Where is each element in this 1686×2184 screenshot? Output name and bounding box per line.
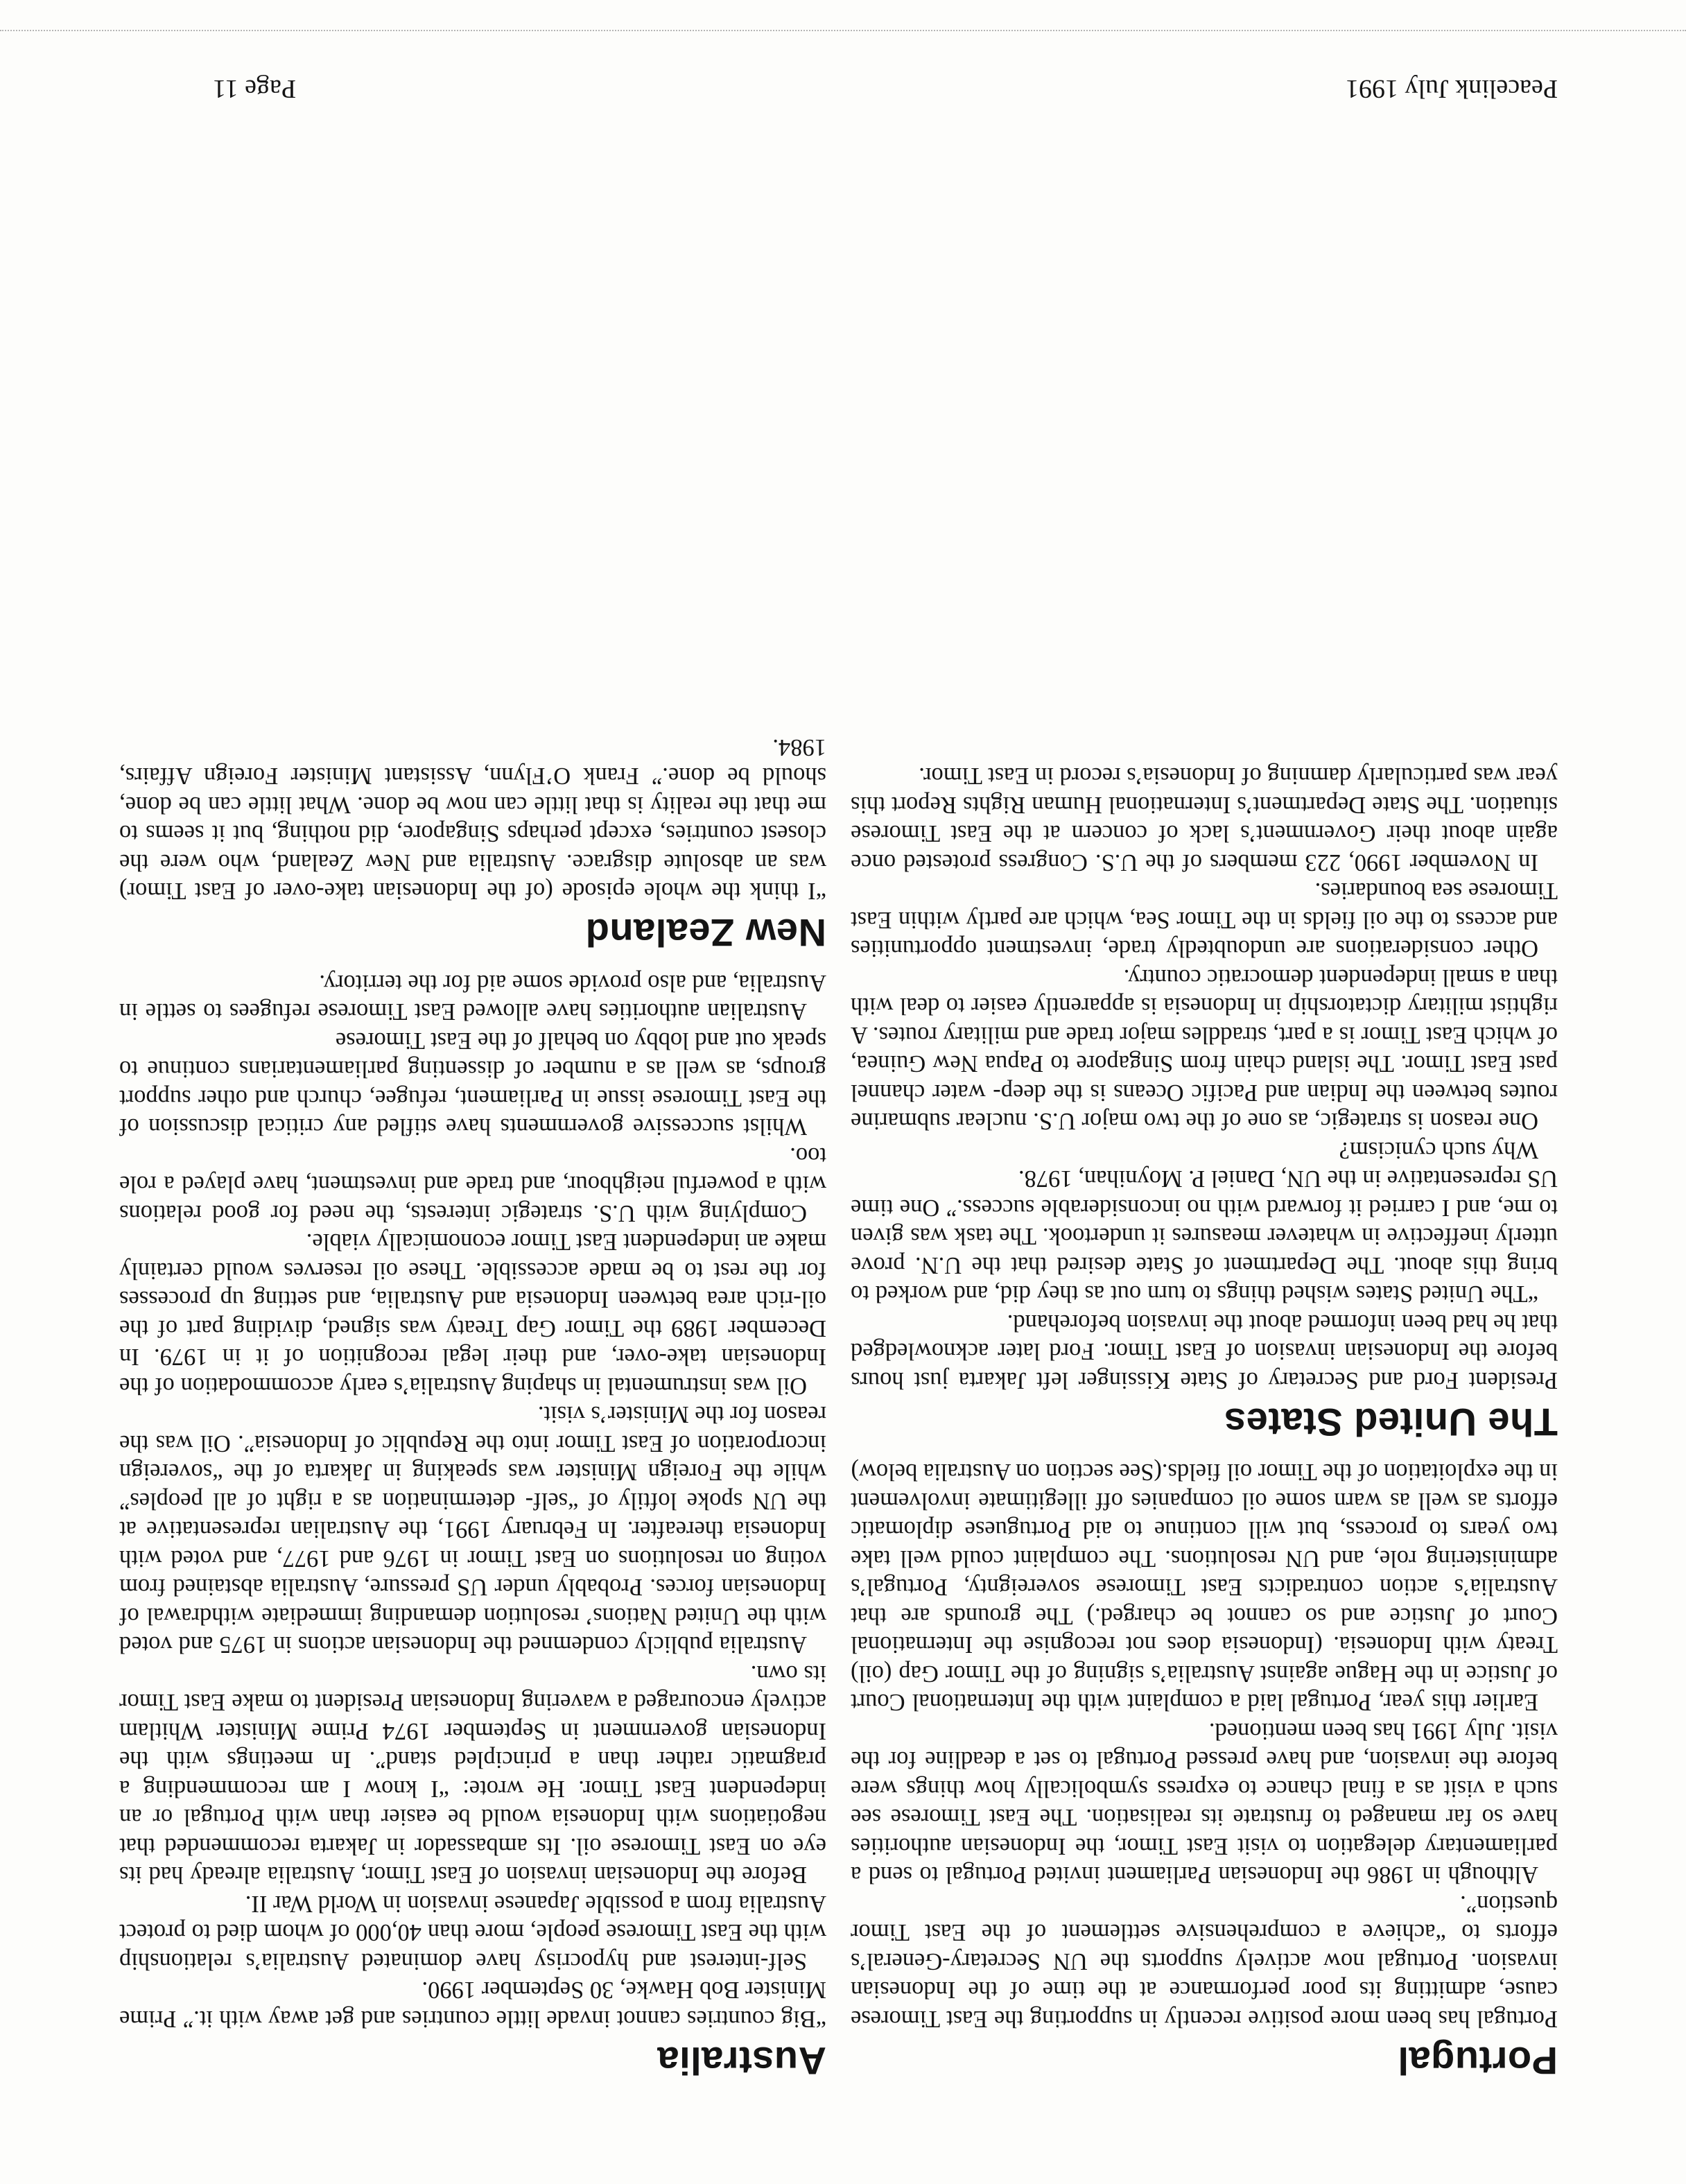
paragraph: Australia publicly condemned the Indonesian actions in 1975 and voted with the United Nations’ resolution demanding immediate withdrawal of Indonesian forces. Probably under US pressure, Australia abstained from voting on resolutions on East Timor in 1976 and 1977, and voted with Indonesia thereafter. In February 1991, the Australian representative at the UN spoke loftily of “self- determination as a right of all peoples” while the Foreign Minister was speaking in Jakarta of the “sovereign incorporation of East Timor into the Republic of Indonesia”. Oil was the reason for the Minister’s visit. (119, 1401, 826, 1658)
paragraph: “I think the whole episode (of the Indonesian take-over of East Timor) was an absolute disgrace. Australia and New Zealand, who were the closest countries, except perhaps Singapore, did nothing, but it seems to me that the reality is that little can now be done. What little can be done, should be done.” Frank O’Flynn, Assistant Minister Foreign Affairs, 1984. (119, 734, 826, 905)
paragraph: “The United States wished things to turn out as they did, and worked to bring this about. The Department of State desired that the U.N. prove utterly ineffective in whatever measures it undertook. The task was given to me, and I carried it forward with no inconsiderable success.” One time US representative in the UN, Daniel P. Moynihan, 1978. (851, 1165, 1558, 1308)
right-column (119, 156, 826, 2083)
left-column (851, 156, 1558, 2083)
scan-edge-divider (0, 27, 1686, 31)
paragraph: Earlier this year, Portugal laid a complaint with the International Court of Justice in the Hague against Australia’s signing of the Timor Gap (oil) Treaty with Indonesia. (Indonesia does not recognise the International Court of Justice and so cannot be charged.) The grounds are that Australia’s action contradicts East Timorese sovereignty, Portugal’s administering role, and UN resolutions. The complaint could well take two years to process, but will continue to aid Portuguese diplomatic efforts as well as warn some oil companies off illegitimate involvement in the exploitation of the Timor oil fields.(See section on Australia below) (851, 1459, 1558, 1716)
section-heading-australia: Australia (657, 2039, 826, 2083)
paragraph: Complying with U.S. strategic interests, the need for good relations with a powerful neighbour, and trade and investment, have played a role too. (119, 1143, 826, 1227)
paragraph: Whilst successive governments have stifled any critical discussion of the East Timorese issue in Parliament, refugee, church and other support groups, as well as a number of dissenting parliamentarians continue to speak out and lobby on behalf of the East Timorese (119, 1028, 826, 1141)
section-heading-united-states: The United States (1224, 1401, 1558, 1444)
paragraph: Portugal has been more positive recently in supporting the East Timorese cause, admitting its poor performance at the time of the Indonesian invasion. Portugal now actively supports the UN Secretary-General’s efforts to “achieve a comprehensive settlement of the East Timor question”. (851, 1891, 1558, 2032)
paragraph: Oil was instrumental in shaping Australia’s early accommodation of the Indonesian take-over, and their legal recognition of it in 1979. In December 1989 the Timor Gap Treaty was signed, dividing part of the oil-rich area between Indonesia and Australia, and setting up processes for the rest to be made accessible. These oil reserves would certainly make an independent East Timor economically viable. (119, 1229, 826, 1399)
paragraph: Why such cynicism? (1339, 1137, 1538, 1163)
paragraph: One reason is strategic, as one of the two major U.S. nuclear submarine routes between the Indian and Pacific Oceans is the deep- water channel past East Timor. The island chain from Singapore to Papua New Guinea, of which East Timor is a part, straddles major trade and military routes. A rightist military dictatorship in Indonesia is apparently easier to deal with than a small independent democratic country. (851, 964, 1558, 1135)
paragraph: President Ford and Secretary of State Kissinger left Jakarta just hours before the Indonesian invasion of East Timor. Ford later acknowledged that he had been informed about the invasion beforehand. (851, 1310, 1558, 1394)
paragraph: Before the Indonesian invasion of East Timor, Australia already had its eye on East Timorese oil. Its ambassador in Jakarta recommended that negotiations with Indonesia would be easier than with Portugal or an independent East Timor. He wrote: “I know I am recommending a pragmatic rather than a principled stand”. In meetings with the Indonesian government in September 1974 Prime Minister Whitlam actively encouraged a wavering Indonesian President to make East Timor its own. (119, 1661, 826, 1889)
paragraph: “Big countries cannot invade little countries and get away with it.” Prime Minister Bob Hawke, 30 September 1990. (119, 1977, 826, 2032)
paragraph: In November 1990, 223 members of the U.S. Congress protested once again about their Government’s lack of concern at the East Timorese situation. The State Department’s International Human Rights Report this year was particularly damning of Indonesia’s record in East Timor. (851, 763, 1558, 876)
footer-publication: Peacelink July 1991 (1345, 74, 1558, 103)
paragraph: Other considerations are undoubtedly trade, investment opportunities and access to the oil fields in the Timor Sea, which are partly within East Timorese sea boundaries. (851, 878, 1558, 962)
section-heading-new-zealand: New Zealand (585, 911, 826, 955)
footer-page-number: Page 11 (213, 74, 296, 103)
paragraph: Self-interest and hypocrisy have dominated Australia’s relationship with the East Timorese people, more than 40,000 of whom died to protect Australia from a possible Japanese invasion in World War II. (119, 1891, 826, 1975)
paragraph: Australian authorities have allowed East Timorese refugees to settle in Australia, and also provide some aid for the territory. (119, 970, 826, 1025)
paragraph: Although in 1986 the Indonesian Parliament invited Portugal to send a parliamentary delegation to visit East Timor, the Indonesian authorities have so far managed to frustrate its realisation. The East Timorese see such a visit as a final chance to express symbolically how things were before the invasion, and have pressed Portugal to set a deadline for the visit. July 1991 has been mentioned. (851, 1718, 1558, 1889)
section-heading-portugal: Portugal (1397, 2039, 1558, 2083)
